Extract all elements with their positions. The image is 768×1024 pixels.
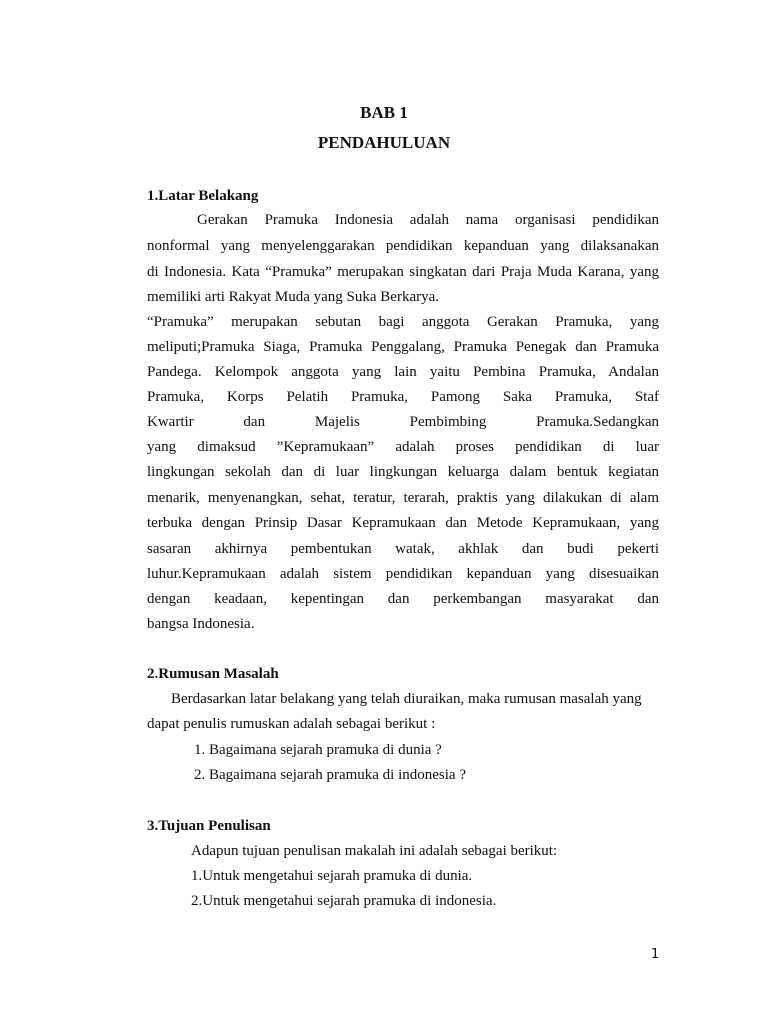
section-heading-latar-belakang: 1.Latar Belakang [147,188,259,204]
chapter-subtitle: PENDAHULUAN [317,133,451,152]
paragraph-line: menarik, menyenangkan, sehat, teratur, terarah, praktis yang dilakukan di alam [147,490,659,506]
paragraph-line: dengan keadaan, kepentingan dan perkembangan masyarakat dan [147,591,659,607]
list-item: 1.Untuk mengetahui sejarah pramuka di dunia. [191,868,473,884]
paragraph-line: Berdasarkan latar belakang yang telah diuraikan, maka rumusan masalah yang [171,691,642,707]
paragraph-line: luhur.Kepramukaan adalah sistem pendidikan kepanduan yang disesuaikan [147,566,659,582]
paragraph-line: meliputi;Pramuka Siaga, Pramuka Penggalang, Pramuka Penegak dan Pramuka [147,339,659,355]
paragraph-line: Kwartir dan Majelis Pembimbing Pramuka.Sedangkan [147,414,659,430]
section-heading-tujuan-penulisan: 3.Tujuan Penulisan [147,818,271,834]
list-item: 2. Bagaimana sejarah pramuka di indonesia ? [194,767,466,783]
paragraph-line: Pramuka, Korps Pelatih Pramuka, Pamong Saka Pramuka, Staf [147,389,659,405]
section-heading-rumusan-masalah: 2.Rumusan Masalah [147,666,279,682]
paragraph-line: terbuka dengan Prinsip Dasar Kepramukaan dan Metode Kepramukaan, yang [147,515,659,531]
paragraph-line: “Pramuka” merupakan sebutan bagi anggota Gerakan Pramuka, yang [147,314,659,330]
paragraph-line: dapat penulis rumuskan adalah sebagai berikut : [147,716,436,732]
paragraph-line: memiliki arti Rakyat Muda yang Suka Berkarya. [147,289,440,305]
paragraph-line: bangsa Indonesia. [147,616,255,632]
paragraph-line: di Indonesia. Kata “Pramuka” merupakan singkatan dari Praja Muda Karana, yang [147,264,659,280]
paragraph-line: sasaran akhirnya pembentukan watak, akhlak dan budi pekerti [147,541,659,557]
paragraph-line: lingkungan sekolah dan di luar lingkungan keluarga dalam bentuk kegiatan [147,464,659,480]
paragraph-line: Pandega. Kelompok anggota yang lain yaitu Pembina Pramuka, Andalan [147,364,659,380]
paragraph-line: nonformal yang menyelenggarakan pendidikan kepanduan yang dilaksanakan [147,238,659,254]
paragraph-line: yang dimaksud ”Kepramukaan” adalah proses pendidikan di luar [147,439,659,455]
paragraph-line: Gerakan Pramuka Indonesia adalah nama organisasi pendidikan [197,212,659,228]
page-number: 1 [651,947,660,962]
paragraph-line: Adapun tujuan penulisan makalah ini adalah sebagai berikut: [191,843,558,859]
list-item: 2.Untuk mengetahui sejarah pramuka di indonesia. [191,893,497,909]
chapter-title: BAB 1 [360,103,408,122]
list-item: 1. Bagaimana sejarah pramuka di dunia ? [194,742,442,758]
